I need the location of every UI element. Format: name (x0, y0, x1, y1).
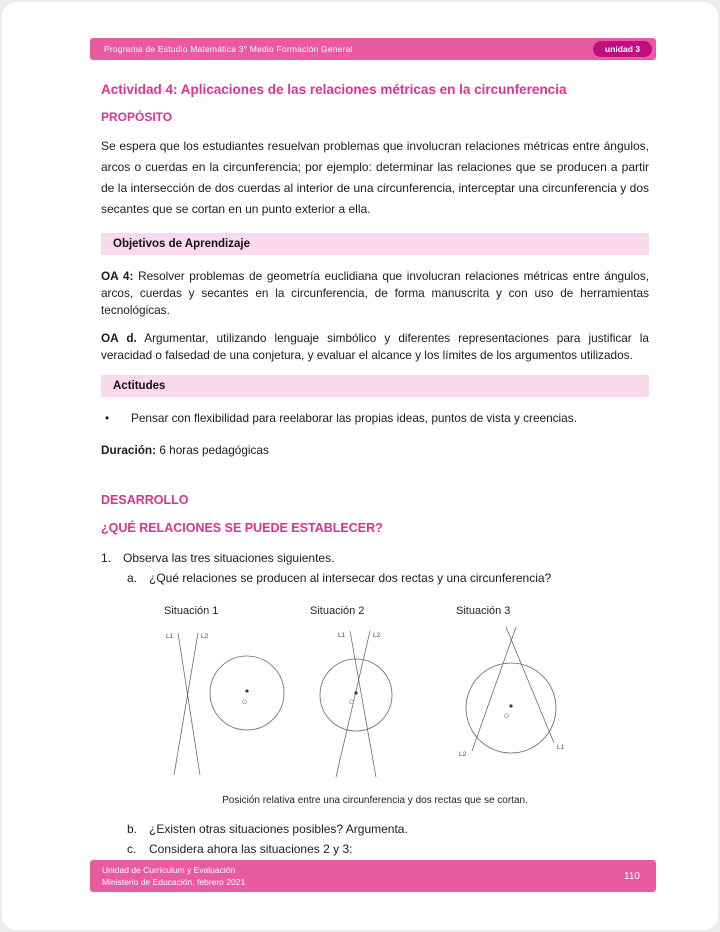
figure-row (162, 605, 649, 785)
circle-two-lines-diagram-1 (162, 625, 302, 785)
oad-paragraph (101, 330, 649, 364)
line-label-l1: L1 (338, 632, 346, 639)
unit-badge: unidad 3 (593, 41, 652, 57)
header-title: Programa de Estudio Matemática 3° Medio Formación General (104, 44, 353, 54)
figure-caption: Posición relativa entre una circunferencia y dos rectas que se cortan. (222, 795, 528, 806)
center-label-o: O (349, 699, 355, 706)
duracion-label: Duración: (101, 443, 157, 457)
list-item-1c (127, 840, 649, 858)
question-heading: ¿QUÉ RELACIONES SE PUEDE ESTABLECER? (101, 521, 383, 535)
list-item-1a (127, 569, 649, 587)
footer-bar (90, 860, 656, 892)
circle (210, 656, 284, 730)
list-item-1a-letter: a. (127, 571, 138, 585)
figure-1-title: Situación 1 (164, 605, 219, 617)
line-label-l2: L2 (373, 632, 381, 639)
footer-org-line2: Ministerio de Educación, febrero 2021 (102, 877, 246, 887)
circle-two-lines-diagram-2 (308, 625, 448, 785)
center-dot (509, 704, 512, 707)
list-item-1 (101, 549, 649, 567)
duracion-line (101, 443, 649, 457)
desarrollo-heading: DESARROLLO (101, 493, 189, 507)
bullet-marker: • (105, 411, 110, 425)
duracion-text: 6 horas pedagógicas (156, 443, 269, 457)
line-label-l2: L2 (201, 633, 209, 640)
activity-title: Actividad 4: Aplicaciones de las relaciones métricas en la circunferencia (101, 82, 567, 97)
list-item-1c-text: Considera ahora las situaciones 2 y 3: (149, 842, 353, 856)
oad-text: Argumentar, utilizando lenguaje simbólico y diferentes representaciones para justificar la veracidad o falsedad de una conjetura, y evaluar el alcance y los límites de los argumentos utilizados. (101, 331, 649, 362)
actitudes-bullet-item (101, 410, 649, 427)
list-item-1b-text: ¿Existen otras situaciones posibles? Argumenta. (149, 822, 408, 836)
list-item-1b-letter: b. (127, 822, 138, 836)
objetivos-band-heading: Objetivos de Aprendizaje (101, 233, 649, 255)
footer-org-line1: Unidad de Currículum y Evaluación (102, 865, 236, 875)
proposito-paragraph: Se espera que los estudiantes resuelvan problemas que involucran relaciones métricas entre ángulos, arcos o cuerdas en la circunferencia; por ejemplo: determinar las relaciones que se producen a partir de la intersección de dos cuerdas al interior de una circunferencia, interceptar una circunferencia y dos secantes que se cortan en un punto exterior a ella. (101, 139, 649, 216)
center-dot (245, 689, 248, 692)
figure-situacion-1 (162, 605, 302, 785)
center-dot (354, 691, 357, 694)
document-page (2, 2, 718, 930)
oa4-text: Resolver problemas de geometría euclidiana que involucran relaciones métricas entre ángulos, arcos, cuerdas y secantes en la circunferencia, de forma manuscrita y con uso de herramientas tecnológicas. (101, 269, 649, 317)
figure-situacion-2 (308, 605, 448, 785)
line-label-l1: L1 (557, 744, 565, 751)
circle (320, 659, 392, 731)
list-item-1b (127, 820, 649, 838)
oa4-paragraph (101, 268, 649, 319)
actitudes-bullet-text: Pensar con flexibilidad para reelaborar las propias ideas, puntos de vista y creencias. (131, 411, 577, 425)
circle (466, 663, 556, 753)
line-label-l1: L1 (166, 633, 174, 640)
line-label-l2: L2 (459, 751, 467, 758)
list-item-1-number: 1. (101, 551, 112, 565)
list-item-1c-letter: c. (127, 842, 137, 856)
line-l1 (178, 633, 200, 775)
center-label-o: O (242, 699, 248, 706)
center-label-o: O (504, 713, 510, 720)
line-l2 (472, 627, 516, 751)
list-item-1a-text: ¿Qué relaciones se producen al intersecar dos rectas y una circunferencia? (149, 571, 552, 585)
oad-label: OA d. (101, 331, 137, 345)
footer-credits (90, 864, 245, 888)
figure-situacion-3 (454, 605, 594, 785)
header-bar (90, 38, 656, 60)
page-content (101, 82, 649, 860)
line-l1 (506, 627, 554, 743)
figure-3-title: Situación 3 (456, 605, 511, 617)
circle-two-lines-diagram-3 (454, 625, 594, 785)
oa4-label: OA 4: (101, 269, 134, 283)
actitudes-band-heading: Actitudes (101, 375, 649, 397)
figure-2-title: Situación 2 (310, 605, 365, 617)
footer-page-number: 110 (624, 870, 640, 882)
line-l2 (174, 633, 198, 775)
proposito-heading: PROPÓSITO (101, 110, 173, 124)
list-item-1-text: Observa las tres situaciones siguientes. (123, 551, 335, 565)
